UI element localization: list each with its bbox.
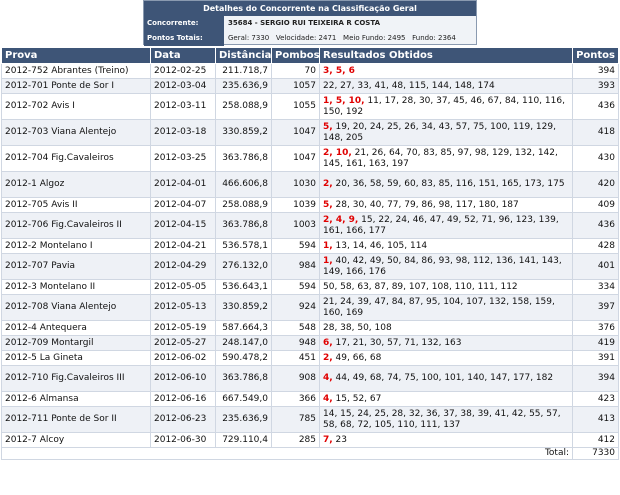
- cell-data: 2012-06-02: [151, 351, 216, 366]
- cell-pombos: 594: [272, 280, 320, 295]
- col-header-pontos[interactable]: Pontos: [573, 48, 619, 64]
- cell-prova: 2012-702 Avis I: [2, 94, 151, 120]
- cell-prova: 2012-708 Viana Alentejo: [2, 295, 151, 321]
- cell-distancia: 590.478,2: [216, 351, 272, 366]
- other-positions: 17, 21, 30, 57, 71, 132, 163: [332, 337, 462, 348]
- col-header-pombos[interactable]: Pombos: [272, 48, 320, 64]
- cell-pombos: 451: [272, 351, 320, 366]
- cell-prova: 2012-701 Ponte de Sor I: [2, 79, 151, 94]
- cell-pontos: 428: [573, 239, 619, 254]
- cell-prova: 2012-6 Almansa: [2, 392, 151, 407]
- cell-prova: 2012-752 Abrantes (Treino): [2, 64, 151, 79]
- cell-distancia: 330.859,2: [216, 295, 272, 321]
- table-row[interactable]: [2, 198, 619, 213]
- cell-pombos: 70: [272, 64, 320, 79]
- other-positions: 50, 58, 63, 87, 89, 107, 108, 110, 111, 112: [323, 281, 518, 292]
- highlight-positions: 2,: [323, 352, 333, 363]
- highlight-positions: 6,: [323, 337, 333, 348]
- cell-pombos: 984: [272, 254, 320, 280]
- cell-pombos: 285: [272, 433, 320, 448]
- cell-resultados: [320, 321, 573, 336]
- cell-resultados: [320, 366, 573, 392]
- cell-data: 2012-06-16: [151, 392, 216, 407]
- cell-distancia: 235.636,9: [216, 79, 272, 94]
- cell-data: 2012-05-05: [151, 280, 216, 295]
- col-header-distancia[interactable]: Distância: [216, 48, 272, 64]
- cell-pontos: 393: [573, 79, 619, 94]
- cell-pontos: 413: [573, 407, 619, 433]
- other-positions: 15, 52, 67: [332, 393, 382, 404]
- cell-prova: 2012-707 Pavia: [2, 254, 151, 280]
- cell-data: 2012-05-27: [151, 336, 216, 351]
- cell-data: 2012-04-07: [151, 198, 216, 213]
- cell-pontos: 418: [573, 120, 619, 146]
- cell-resultados: [320, 79, 573, 94]
- table-row[interactable]: [2, 213, 619, 239]
- other-positions: 21, 24, 39, 47, 84, 87, 95, 104, 107, 132, 158, 159, 160, 169: [323, 296, 555, 318]
- cell-pontos: 419: [573, 336, 619, 351]
- other-positions: 44, 49, 68, 74, 75, 100, 101, 140, 147, 177, 182: [332, 373, 554, 383]
- highlight-positions: 5,: [323, 199, 333, 210]
- other-positions: 49, 66, 68: [332, 352, 382, 363]
- cell-data: 2012-03-18: [151, 120, 216, 146]
- highlight-positions: 1,: [323, 255, 333, 266]
- highlight-positions: 1, 5, 10,: [323, 95, 365, 106]
- other-positions: 15, 22, 24, 46, 47, 49, 52, 71, 96, 123, 139, 161, 166, 177: [323, 214, 559, 236]
- table-row[interactable]: [2, 172, 619, 198]
- cell-pontos: 376: [573, 321, 619, 336]
- cell-pontos: 412: [573, 433, 619, 448]
- highlight-positions: 7,: [323, 434, 333, 445]
- highlight-positions: 4,: [323, 393, 333, 404]
- cell-resultados: [320, 433, 573, 448]
- cell-distancia: 729.110,4: [216, 433, 272, 448]
- cell-resultados: [320, 295, 573, 321]
- other-positions: 20, 36, 58, 59, 60, 83, 85, 116, 151, 165, 173, 175: [332, 179, 565, 189]
- table-row[interactable]: [2, 321, 619, 336]
- cell-pontos: 397: [573, 295, 619, 321]
- cell-prova: 2012-706 Fig.Cavaleiros II: [2, 213, 151, 239]
- cell-pombos: 1047: [272, 146, 320, 172]
- cell-resultados: [320, 120, 573, 146]
- cell-prova: 2012-709 Montargil: [2, 336, 151, 351]
- cell-data: 2012-06-23: [151, 407, 216, 433]
- cell-pombos: 594: [272, 239, 320, 254]
- col-header-data[interactable]: Data: [151, 48, 216, 64]
- cell-pombos: 548: [272, 321, 320, 336]
- highlight-positions: 1,: [323, 240, 333, 251]
- cell-distancia: 363.786,8: [216, 366, 272, 392]
- table-row[interactable]: [2, 120, 619, 146]
- cell-pombos: 1003: [272, 213, 320, 239]
- cell-pontos: 436: [573, 94, 619, 120]
- other-positions: 19, 20, 24, 25, 26, 34, 43, 57, 75, 100, 119, 129, 148, 205: [323, 121, 556, 143]
- cell-resultados: [320, 392, 573, 407]
- cell-data: 2012-05-19: [151, 321, 216, 336]
- other-positions: 23: [332, 434, 348, 445]
- cell-pombos: 1030: [272, 172, 320, 198]
- highlight-positions: 2,: [323, 179, 333, 189]
- other-positions: 28, 38, 50, 108: [323, 322, 392, 333]
- cell-resultados: [320, 94, 573, 120]
- cell-distancia: 667.549,0: [216, 392, 272, 407]
- table-row[interactable]: [2, 351, 619, 366]
- cell-pombos: 1047: [272, 120, 320, 146]
- cell-data: 2012-04-29: [151, 254, 216, 280]
- other-positions: 28, 30, 40, 77, 79, 86, 98, 117, 180, 187: [332, 199, 519, 210]
- pontos-value: Geral: 7330 Velocidade: 2471 Meio Fundo: 2495 Fundo: 2364: [228, 34, 456, 42]
- cell-data: 2012-04-15: [151, 213, 216, 239]
- table-header-row: [2, 48, 619, 64]
- table-row[interactable]: [2, 94, 619, 120]
- cell-pontos: 420: [573, 172, 619, 198]
- cell-pontos: 409: [573, 198, 619, 213]
- cell-resultados: [320, 239, 573, 254]
- cell-resultados: [320, 336, 573, 351]
- cell-prova: 2012-7 Alcoy: [2, 433, 151, 448]
- cell-distancia: 536.578,1: [216, 239, 272, 254]
- other-positions: 13, 14, 46, 105, 114: [332, 240, 428, 251]
- cell-resultados: [320, 280, 573, 295]
- other-positions: 11, 17, 28, 30, 37, 45, 46, 67, 84, 110, 116, 150, 192: [323, 95, 565, 117]
- cell-prova: 2012-4 Antequera: [2, 321, 151, 336]
- cell-pontos: 394: [573, 366, 619, 392]
- concorrente-value: 35684 - SERGIO RUI TEIXEIRA R COSTA: [228, 19, 380, 27]
- cell-distancia: 276.132,0: [216, 254, 272, 280]
- cell-distancia: 536.643,1: [216, 280, 272, 295]
- total-label: Total:: [2, 448, 573, 460]
- cell-data: 2012-03-04: [151, 79, 216, 94]
- cell-distancia: 466.606,8: [216, 172, 272, 198]
- cell-prova: 2012-5 La Gineta: [2, 351, 151, 366]
- highlight-positions: 2, 10,: [323, 147, 352, 158]
- total-value: 7330: [573, 448, 619, 460]
- other-positions: 22, 27, 33, 41, 48, 115, 144, 148, 174: [323, 80, 495, 91]
- cell-pombos: 785: [272, 407, 320, 433]
- table-row[interactable]: [2, 295, 619, 321]
- cell-resultados: [320, 407, 573, 433]
- table-row[interactable]: [2, 79, 619, 94]
- cell-resultados: [320, 198, 573, 213]
- cell-distancia: 258.088,9: [216, 198, 272, 213]
- table-row[interactable]: [2, 366, 619, 392]
- cell-data: 2012-05-13: [151, 295, 216, 321]
- cell-pombos: 366: [272, 392, 320, 407]
- cell-distancia: 363.786,8: [216, 146, 272, 172]
- col-header-resultados[interactable]: Resultados Obtidos: [320, 48, 573, 64]
- other-positions: 14, 15, 24, 25, 28, 32, 36, 37, 38, 39, 41, 42, 55, 57, 58, 68, 72, 105, 110, 111, 137: [323, 408, 561, 430]
- cell-pontos: 391: [573, 351, 619, 366]
- cell-pontos: 394: [573, 64, 619, 79]
- cell-distancia: 211.718,7: [216, 64, 272, 79]
- cell-prova: 2012-710 Fig.Cavaleiros III: [2, 366, 151, 392]
- other-positions: 21, 26, 64, 70, 83, 85, 97, 98, 129, 132, 142, 145, 161, 163, 197: [323, 147, 558, 169]
- cell-pombos: 1057: [272, 79, 320, 94]
- cell-distancia: 235.636,9: [216, 407, 272, 433]
- competitor-header: [143, 0, 477, 45]
- cell-data: 2012-04-01: [151, 172, 216, 198]
- cell-pontos: 423: [573, 392, 619, 407]
- cell-prova: 2012-704 Fig.Cavaleiros: [2, 146, 151, 172]
- highlight-positions: 4,: [323, 373, 333, 383]
- header-title: Detalhes do Concorrente na Classificação Geral: [144, 1, 476, 16]
- cell-distancia: 587.664,3: [216, 321, 272, 336]
- cell-pombos: 1039: [272, 198, 320, 213]
- table-row[interactable]: [2, 64, 619, 79]
- cell-distancia: 248.147,0: [216, 336, 272, 351]
- highlight-positions: 5,: [323, 121, 333, 132]
- cell-resultados: [320, 146, 573, 172]
- results-table: [1, 47, 619, 460]
- cell-prova: 2012-2 Montelano I: [2, 239, 151, 254]
- cell-data: 2012-06-10: [151, 366, 216, 392]
- table-row[interactable]: [2, 239, 619, 254]
- table-row[interactable]: [2, 336, 619, 351]
- col-header-prova[interactable]: Prova: [2, 48, 151, 64]
- other-positions: 40, 42, 49, 50, 84, 86, 93, 98, 112, 136, 141, 143, 149, 166, 176: [323, 255, 562, 277]
- cell-resultados: [320, 213, 573, 239]
- cell-data: 2012-03-11: [151, 94, 216, 120]
- cell-data: 2012-03-25: [151, 146, 216, 172]
- cell-pontos: 430: [573, 146, 619, 172]
- cell-data: 2012-02-25: [151, 64, 216, 79]
- cell-prova: 2012-703 Viana Alentejo: [2, 120, 151, 146]
- cell-resultados: [320, 64, 573, 79]
- total-row: [2, 448, 619, 460]
- cell-distancia: 330.859,2: [216, 120, 272, 146]
- cell-pombos: 908: [272, 366, 320, 392]
- table-row[interactable]: [2, 280, 619, 295]
- cell-prova: 2012-705 Avis II: [2, 198, 151, 213]
- cell-prova: 2012-1 Algoz: [2, 172, 151, 198]
- cell-pontos: 401: [573, 254, 619, 280]
- concorrente-label: Concorrente:: [144, 16, 224, 31]
- cell-prova: 2012-711 Ponte de Sor II: [2, 407, 151, 433]
- cell-pombos: 1055: [272, 94, 320, 120]
- cell-pontos: 436: [573, 213, 619, 239]
- cell-data: 2012-06-30: [151, 433, 216, 448]
- cell-data: 2012-04-21: [151, 239, 216, 254]
- cell-resultados: [320, 172, 573, 198]
- table-row[interactable]: [2, 146, 619, 172]
- highlight-positions: 3, 5, 6: [323, 65, 355, 76]
- table-row[interactable]: [2, 254, 619, 280]
- pontos-label: Pontos Totais:: [144, 31, 224, 46]
- cell-prova: 2012-3 Montelano II: [2, 280, 151, 295]
- cell-pombos: 924: [272, 295, 320, 321]
- cell-pombos: 948: [272, 336, 320, 351]
- cell-pontos: 334: [573, 280, 619, 295]
- table-row[interactable]: [2, 392, 619, 407]
- table-row[interactable]: [2, 407, 619, 433]
- table-row[interactable]: [2, 433, 619, 448]
- highlight-positions: 2, 4, 9,: [323, 214, 359, 225]
- cell-resultados: [320, 351, 573, 366]
- cell-distancia: 258.088,9: [216, 94, 272, 120]
- cell-resultados: [320, 254, 573, 280]
- cell-distancia: 363.786,8: [216, 213, 272, 239]
